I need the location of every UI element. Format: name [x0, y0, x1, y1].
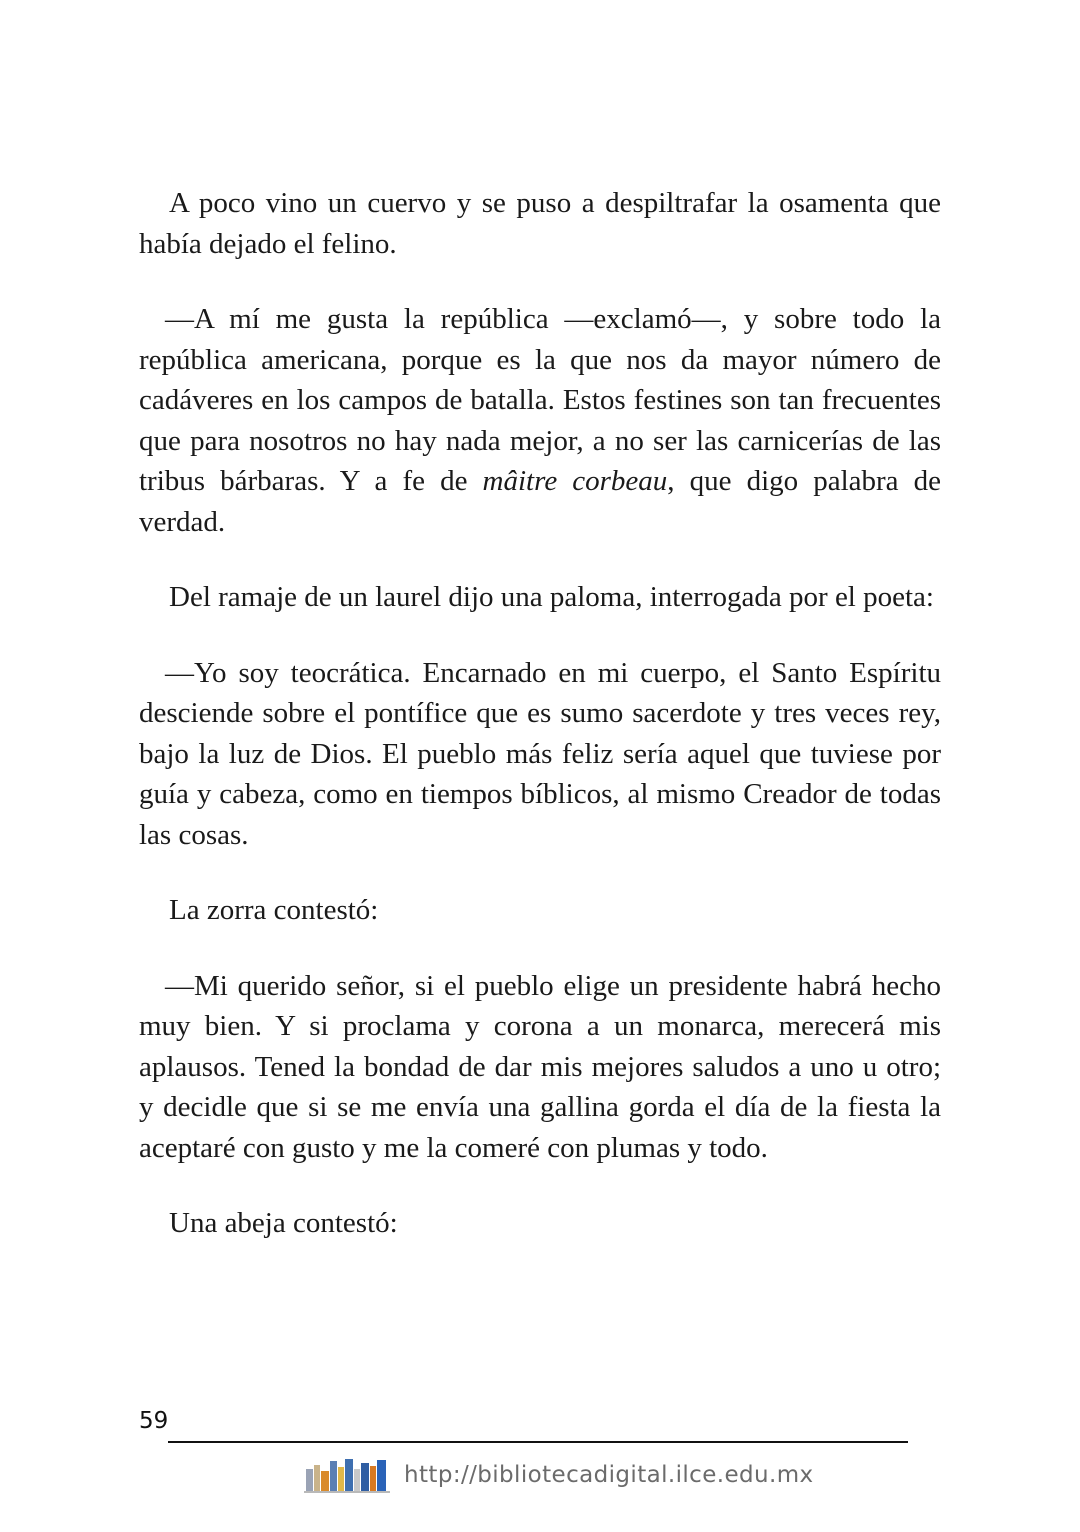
paragraph-zorra-dialogue: —Mi querido señor, si el pueblo elige un presidente habrá hecho muy bien. Y si proclama y corona a un monarca, merecerá mis aplausos. Tened la bondad de dar mis mejores saludos a uno u otro; y decidle que si se me envía una gallina gorda el día de la fiesta la aceptaré con gusto y me la comeré con plumas y todo. [139, 969, 941, 1164]
dialogue-text-end: , que digo palabra de verdad. [139, 465, 941, 538]
dialogue-text: —A mí me gusta la república —exclamó—, y sobre todo la república americana, porque es la que nos da mayor número de cadáveres en los campos de batalla. Estos festines son tan frecuentes que para nosotros no hay nada mejor, a no ser las carnicerías de las tribus bárbaras. Y a fe de [139, 303, 941, 497]
paragraph-paloma-intro: Del ramaje de un laurel dijo una paloma, interrogada por el poeta: [169, 581, 934, 613]
italic-phrase: mâitre corbeau [482, 465, 668, 497]
paragraph-paloma-dialogue: —Yo soy teocrática. Encarnado en mi cuerpo, el Santo Espíritu desciende sobre el pontífice que es sumo sacerdote y tres veces rey, bajo la luz de Dios. El pueblo más feliz sería aquel que tuviese por guía y cabeza, como en tiempos bíblicos, al mismo Creador de todas las cosas. [139, 656, 941, 851]
paragraph-zorra-intro: La zorra contestó: [169, 894, 379, 926]
page-body [139, 183, 941, 1279]
page-number: 59 [139, 1408, 169, 1434]
paragraph-cuervo-intro: A poco vino un cuervo y se puso a despiltrafar la osamenta que había dejado el felino. [139, 187, 941, 260]
paragraph-abeja-intro: Una abeja contestó: [169, 1207, 398, 1239]
books-logo-icon [304, 1457, 390, 1493]
footer-brand[interactable] [304, 1452, 814, 1498]
footer-url-link[interactable]: http://bibliotecadigital.ilce.edu.mx [404, 1462, 814, 1488]
paragraph-cuervo-dialogue [139, 299, 941, 542]
footer-divider [168, 1441, 908, 1443]
